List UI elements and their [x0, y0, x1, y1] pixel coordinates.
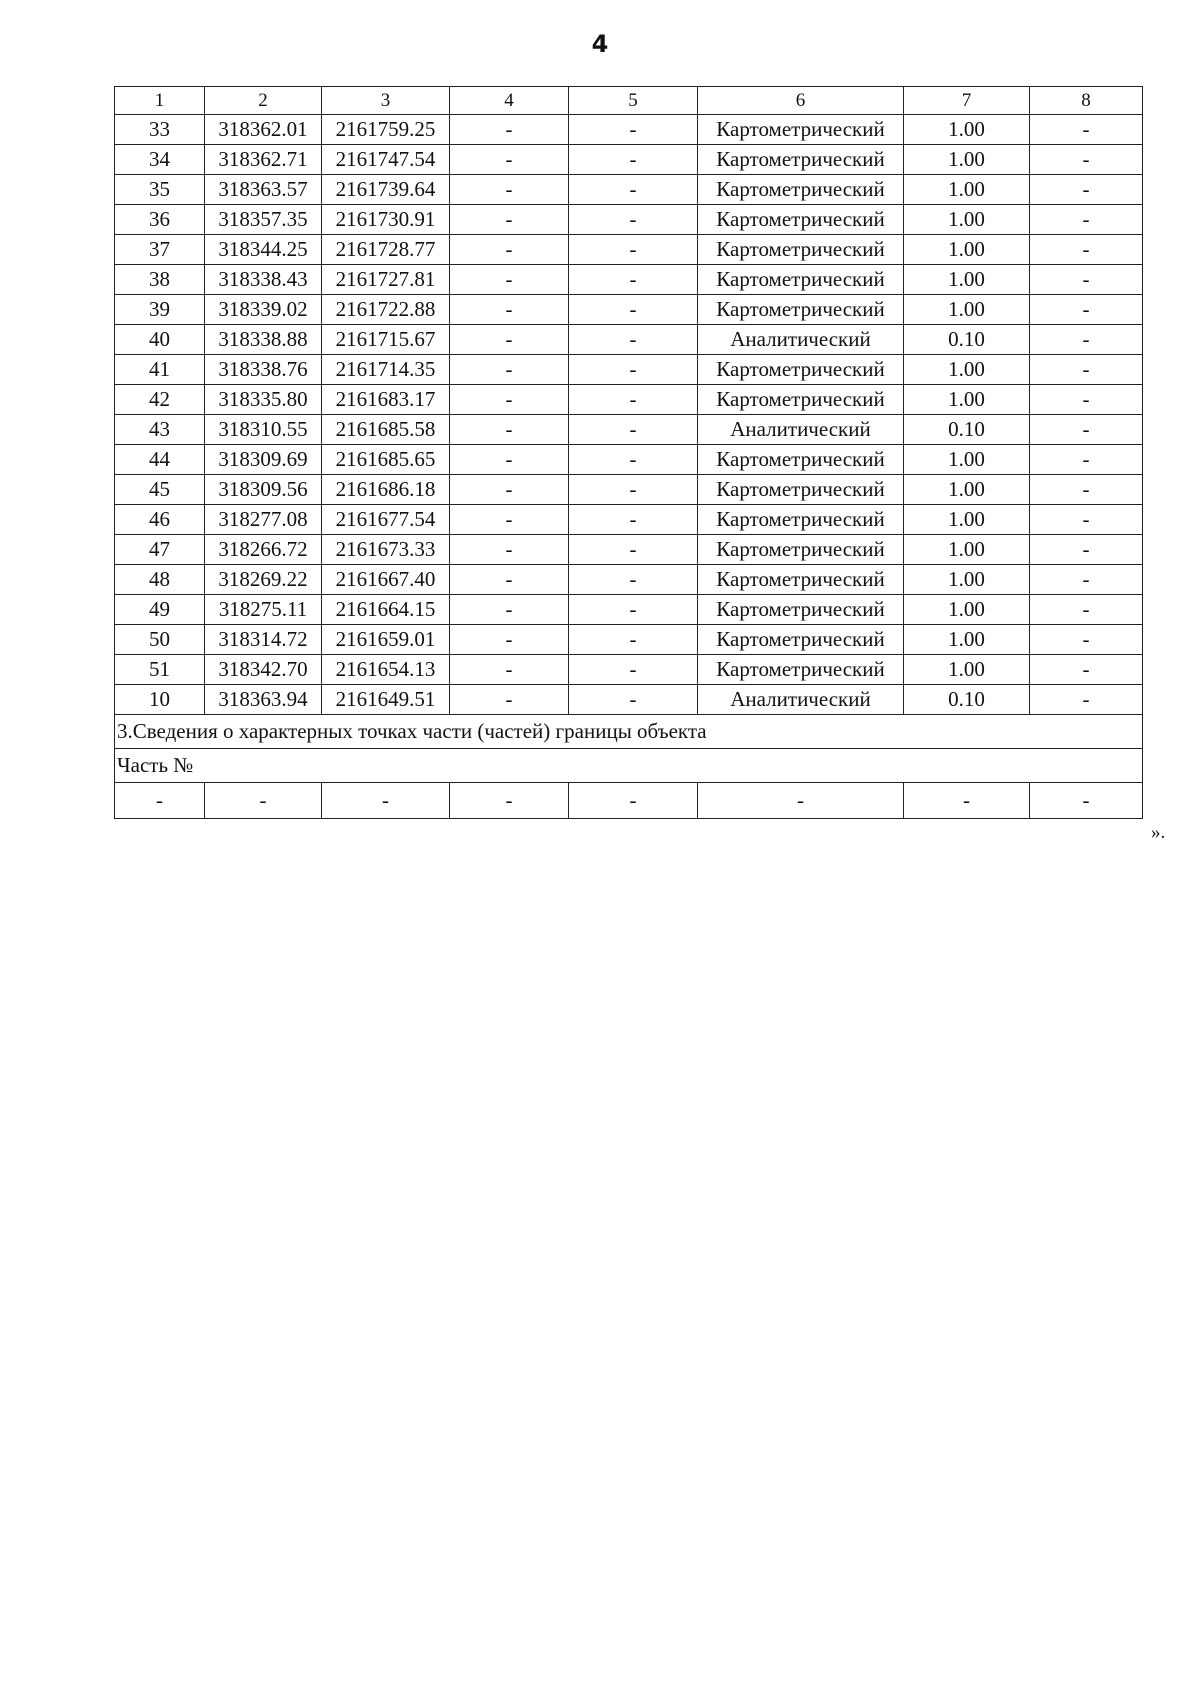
x-coordinate-cell: 318342.70	[205, 655, 322, 685]
empty-cell: -	[698, 783, 904, 819]
col-5-cell: -	[569, 505, 698, 535]
col-4-cell: -	[450, 115, 569, 145]
method-cell: Картометрический	[698, 655, 904, 685]
x-coordinate-cell: 318266.72	[205, 535, 322, 565]
table-row	[115, 235, 1143, 265]
col-8-cell: -	[1030, 355, 1143, 385]
accuracy-cell: 1.00	[904, 445, 1030, 475]
accuracy-cell: 1.00	[904, 265, 1030, 295]
method-cell: Картометрический	[698, 235, 904, 265]
column-number-cell: 6	[698, 87, 904, 115]
col-8-cell: -	[1030, 595, 1143, 625]
method-cell: Картометрический	[698, 115, 904, 145]
col-4-cell: -	[450, 685, 569, 715]
empty-cell: -	[115, 783, 205, 819]
column-number-cell: 7	[904, 87, 1030, 115]
table-row	[115, 685, 1143, 715]
section-title: 3.Сведения о характерных точках части (частей) границы объекта	[115, 715, 1143, 749]
x-coordinate-cell: 318338.43	[205, 265, 322, 295]
col-4-cell: -	[450, 175, 569, 205]
x-coordinate-cell: 318310.55	[205, 415, 322, 445]
y-coordinate-cell: 2161673.33	[322, 535, 450, 565]
point-number-cell: 43	[115, 415, 205, 445]
column-number-cell: 1	[115, 87, 205, 115]
method-cell: Картометрический	[698, 205, 904, 235]
col-8-cell: -	[1030, 175, 1143, 205]
accuracy-cell: 1.00	[904, 235, 1030, 265]
col-4-cell: -	[450, 415, 569, 445]
method-cell: Картометрический	[698, 355, 904, 385]
col-4-cell: -	[450, 265, 569, 295]
accuracy-cell: 1.00	[904, 115, 1030, 145]
point-number-cell: 42	[115, 385, 205, 415]
accuracy-cell: 1.00	[904, 475, 1030, 505]
col-5-cell: -	[569, 355, 698, 385]
table-row	[115, 445, 1143, 475]
point-number-cell: 49	[115, 595, 205, 625]
accuracy-cell: 1.00	[904, 655, 1030, 685]
point-number-cell: 37	[115, 235, 205, 265]
col-5-cell: -	[569, 385, 698, 415]
y-coordinate-cell: 2161714.35	[322, 355, 450, 385]
method-cell: Картометрический	[698, 385, 904, 415]
x-coordinate-cell: 318309.69	[205, 445, 322, 475]
point-number-cell: 35	[115, 175, 205, 205]
x-coordinate-cell: 318362.01	[205, 115, 322, 145]
table-body	[115, 87, 1143, 819]
empty-cell: -	[450, 783, 569, 819]
y-coordinate-cell: 2161686.18	[322, 475, 450, 505]
accuracy-cell: 1.00	[904, 145, 1030, 175]
empty-cell: -	[569, 783, 698, 819]
col-5-cell: -	[569, 265, 698, 295]
col-4-cell: -	[450, 655, 569, 685]
table-row	[115, 145, 1143, 175]
col-5-cell: -	[569, 685, 698, 715]
y-coordinate-cell: 2161727.81	[322, 265, 450, 295]
method-cell: Картометрический	[698, 175, 904, 205]
table-row	[115, 325, 1143, 355]
table-row	[115, 595, 1143, 625]
col-4-cell: -	[450, 595, 569, 625]
x-coordinate-cell: 318275.11	[205, 595, 322, 625]
column-number-cell: 2	[205, 87, 322, 115]
col-4-cell: -	[450, 475, 569, 505]
point-number-cell: 51	[115, 655, 205, 685]
x-coordinate-cell: 318309.56	[205, 475, 322, 505]
col-4-cell: -	[450, 205, 569, 235]
table-row	[115, 355, 1143, 385]
y-coordinate-cell: 2161649.51	[322, 685, 450, 715]
x-coordinate-cell: 318357.35	[205, 205, 322, 235]
x-coordinate-cell: 318344.25	[205, 235, 322, 265]
col-5-cell: -	[569, 565, 698, 595]
point-number-cell: 47	[115, 535, 205, 565]
x-coordinate-cell: 318338.88	[205, 325, 322, 355]
col-8-cell: -	[1030, 145, 1143, 175]
col-8-cell: -	[1030, 655, 1143, 685]
point-number-cell: 44	[115, 445, 205, 475]
method-cell: Картометрический	[698, 475, 904, 505]
point-number-cell: 45	[115, 475, 205, 505]
col-5-cell: -	[569, 325, 698, 355]
point-number-cell: 40	[115, 325, 205, 355]
accuracy-cell: 1.00	[904, 205, 1030, 235]
col-5-cell: -	[569, 235, 698, 265]
method-cell: Картометрический	[698, 295, 904, 325]
table-row	[115, 535, 1143, 565]
coordinates-table	[114, 86, 1143, 819]
col-8-cell: -	[1030, 625, 1143, 655]
page-number: 4	[591, 30, 609, 58]
x-coordinate-cell: 318362.71	[205, 145, 322, 175]
x-coordinate-cell: 318363.94	[205, 685, 322, 715]
x-coordinate-cell: 318339.02	[205, 295, 322, 325]
accuracy-cell: 1.00	[904, 535, 1030, 565]
y-coordinate-cell: 2161685.58	[322, 415, 450, 445]
table-row	[115, 265, 1143, 295]
method-cell: Аналитический	[698, 325, 904, 355]
accuracy-cell: 0.10	[904, 415, 1030, 445]
col-8-cell: -	[1030, 505, 1143, 535]
method-cell: Аналитический	[698, 415, 904, 445]
point-number-cell: 33	[115, 115, 205, 145]
col-4-cell: -	[450, 235, 569, 265]
col-8-cell: -	[1030, 445, 1143, 475]
table-row	[115, 295, 1143, 325]
empty-cell: -	[1030, 783, 1143, 819]
col-8-cell: -	[1030, 265, 1143, 295]
col-8-cell: -	[1030, 295, 1143, 325]
y-coordinate-cell: 2161667.40	[322, 565, 450, 595]
method-cell: Картометрический	[698, 625, 904, 655]
y-coordinate-cell: 2161677.54	[322, 505, 450, 535]
part-label-row	[115, 749, 1143, 783]
empty-cell: -	[904, 783, 1030, 819]
accuracy-cell: 1.00	[904, 175, 1030, 205]
y-coordinate-cell: 2161747.54	[322, 145, 450, 175]
table-row	[115, 115, 1143, 145]
col-5-cell: -	[569, 115, 698, 145]
section-title-row	[115, 715, 1143, 749]
point-number-cell: 48	[115, 565, 205, 595]
col-4-cell: -	[450, 325, 569, 355]
method-cell: Картометрический	[698, 505, 904, 535]
col-5-cell: -	[569, 175, 698, 205]
col-5-cell: -	[569, 295, 698, 325]
method-cell: Картометрический	[698, 145, 904, 175]
column-number-cell: 4	[450, 87, 569, 115]
accuracy-cell: 1.00	[904, 505, 1030, 535]
accuracy-cell: 1.00	[904, 565, 1030, 595]
closing-quote: ».	[1151, 822, 1166, 843]
x-coordinate-cell: 318338.76	[205, 355, 322, 385]
table-row	[115, 565, 1143, 595]
accuracy-cell: 1.00	[904, 355, 1030, 385]
col-5-cell: -	[569, 595, 698, 625]
x-coordinate-cell: 318314.72	[205, 625, 322, 655]
y-coordinate-cell: 2161728.77	[322, 235, 450, 265]
part-label: Часть №	[115, 749, 1143, 783]
method-cell: Картометрический	[698, 445, 904, 475]
accuracy-cell: 1.00	[904, 295, 1030, 325]
method-cell: Картометрический	[698, 565, 904, 595]
col-8-cell: -	[1030, 415, 1143, 445]
accuracy-cell: 1.00	[904, 625, 1030, 655]
col-8-cell: -	[1030, 325, 1143, 355]
accuracy-cell: 0.10	[904, 325, 1030, 355]
col-5-cell: -	[569, 415, 698, 445]
column-number-row	[115, 87, 1143, 115]
table-row	[115, 385, 1143, 415]
point-number-cell: 50	[115, 625, 205, 655]
col-4-cell: -	[450, 355, 569, 385]
col-5-cell: -	[569, 655, 698, 685]
col-5-cell: -	[569, 145, 698, 175]
method-cell: Картометрический	[698, 265, 904, 295]
accuracy-cell: 1.00	[904, 595, 1030, 625]
y-coordinate-cell: 2161715.67	[322, 325, 450, 355]
col-4-cell: -	[450, 535, 569, 565]
accuracy-cell: 1.00	[904, 385, 1030, 415]
point-number-cell: 36	[115, 205, 205, 235]
accuracy-cell: 0.10	[904, 685, 1030, 715]
y-coordinate-cell: 2161739.64	[322, 175, 450, 205]
point-number-cell: 41	[115, 355, 205, 385]
method-cell: Картометрический	[698, 535, 904, 565]
col-8-cell: -	[1030, 535, 1143, 565]
col-8-cell: -	[1030, 115, 1143, 145]
y-coordinate-cell: 2161664.15	[322, 595, 450, 625]
col-5-cell: -	[569, 205, 698, 235]
col-8-cell: -	[1030, 385, 1143, 415]
x-coordinate-cell: 318335.80	[205, 385, 322, 415]
col-4-cell: -	[450, 295, 569, 325]
column-number-cell: 5	[569, 87, 698, 115]
col-8-cell: -	[1030, 475, 1143, 505]
y-coordinate-cell: 2161659.01	[322, 625, 450, 655]
point-number-cell: 34	[115, 145, 205, 175]
column-number-cell: 8	[1030, 87, 1143, 115]
y-coordinate-cell: 2161685.65	[322, 445, 450, 475]
col-5-cell: -	[569, 445, 698, 475]
col-4-cell: -	[450, 145, 569, 175]
point-number-cell: 38	[115, 265, 205, 295]
table-row	[115, 415, 1143, 445]
empty-cell: -	[322, 783, 450, 819]
x-coordinate-cell: 318277.08	[205, 505, 322, 535]
col-5-cell: -	[569, 475, 698, 505]
y-coordinate-cell: 2161654.13	[322, 655, 450, 685]
col-4-cell: -	[450, 445, 569, 475]
x-coordinate-cell: 318363.57	[205, 175, 322, 205]
table-row	[115, 505, 1143, 535]
table-row	[115, 475, 1143, 505]
y-coordinate-cell: 2161722.88	[322, 295, 450, 325]
method-cell: Аналитический	[698, 685, 904, 715]
col-4-cell: -	[450, 625, 569, 655]
table-row	[115, 655, 1143, 685]
y-coordinate-cell: 2161730.91	[322, 205, 450, 235]
x-coordinate-cell: 318269.22	[205, 565, 322, 595]
col-4-cell: -	[450, 385, 569, 415]
table-row	[115, 175, 1143, 205]
y-coordinate-cell: 2161683.17	[322, 385, 450, 415]
col-8-cell: -	[1030, 685, 1143, 715]
col-4-cell: -	[450, 505, 569, 535]
point-number-cell: 46	[115, 505, 205, 535]
table-row	[115, 625, 1143, 655]
col-8-cell: -	[1030, 565, 1143, 595]
col-5-cell: -	[569, 535, 698, 565]
col-4-cell: -	[450, 565, 569, 595]
column-number-cell: 3	[322, 87, 450, 115]
empty-cell: -	[205, 783, 322, 819]
col-5-cell: -	[569, 625, 698, 655]
point-number-cell: 39	[115, 295, 205, 325]
empty-part-row	[115, 783, 1143, 819]
point-number-cell: 10	[115, 685, 205, 715]
col-8-cell: -	[1030, 205, 1143, 235]
y-coordinate-cell: 2161759.25	[322, 115, 450, 145]
table-row	[115, 205, 1143, 235]
method-cell: Картометрический	[698, 595, 904, 625]
col-8-cell: -	[1030, 235, 1143, 265]
